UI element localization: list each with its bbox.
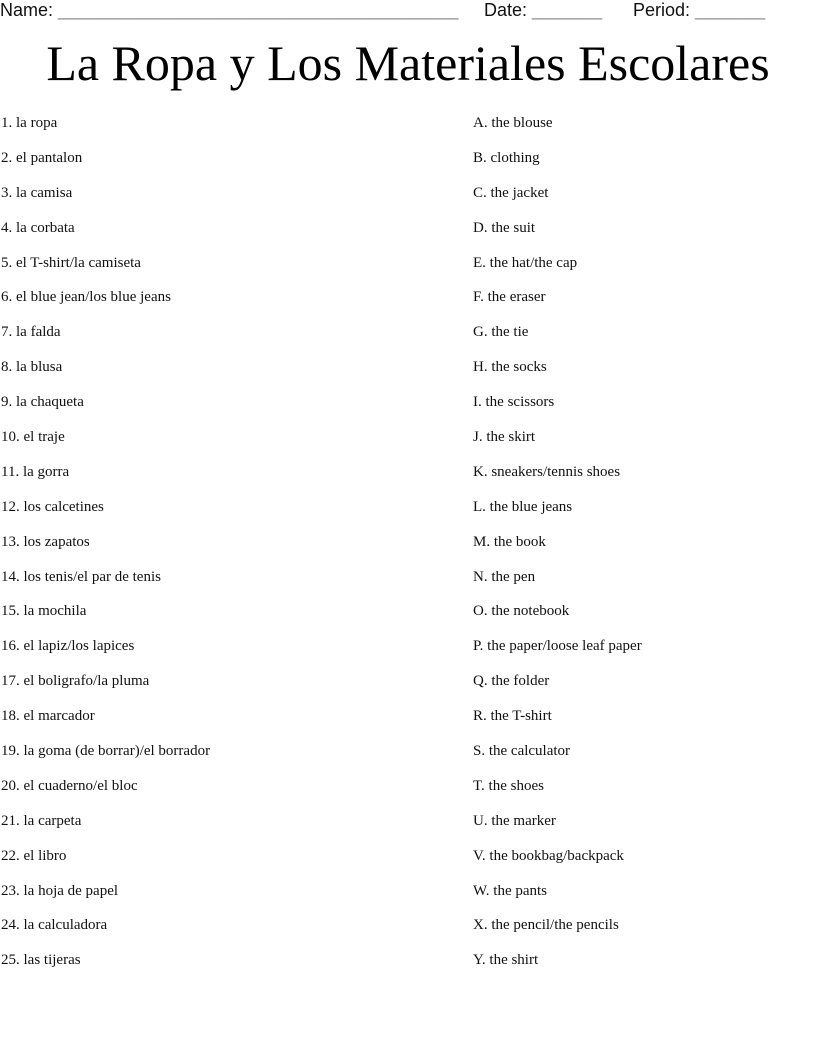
date-field[interactable] [484,0,602,20]
spanish-term-item: 19. la goma (de borrar)/el borrador [1,743,211,760]
spanish-term-item: 5. el T-shirt/la camiseta [1,254,141,271]
english-option-item: C. the jacket [473,184,549,201]
english-option-item: J. the skirt [473,429,536,446]
spanish-term-item: 21. la carpeta [1,812,82,829]
english-options-list [473,113,813,985]
spanish-term-item: 16. el lapiz/los lapices [1,638,135,655]
english-option-item: D. the suit [473,219,536,236]
spanish-term-item: 2. el pantalon [1,149,83,166]
spanish-term-item: 11. la gorra [1,463,70,480]
english-option-item: H. the socks [473,359,547,376]
english-option-item: R. the T-shirt [473,708,552,725]
spanish-term-item: 10. el traje [1,429,65,446]
english-option-item: N. the pen [473,568,536,585]
period-field[interactable] [633,0,765,20]
name-label: Name: [0,0,54,20]
english-option-item: X. the pencil/the pencils [473,917,619,934]
date-blank[interactable]: _______ [532,0,603,20]
english-option-item: A. the blouse [473,115,553,131]
spanish-term-item: 18. el marcador [1,708,95,725]
english-option-item: P. the paper/loose leaf paper [473,638,642,655]
name-blank[interactable]: ________________________________________ [58,0,459,20]
english-option-item: K. sneakers/tennis shoes [473,463,621,480]
spanish-term-item: 20. el cuaderno/el bloc [1,777,138,794]
date-label: Date: [484,0,528,20]
english-option-item: S. the calculator [473,743,571,760]
spanish-term-item: 15. la mochila [1,603,87,620]
english-option-item: I. the scissors [473,394,555,411]
spanish-term-item: 17. el boligrafo/la pluma [1,673,150,690]
english-option-item: E. the hat/the cap [473,254,578,271]
english-option-item: O. the notebook [473,603,570,620]
name-field[interactable] [0,0,458,20]
page-title: La Ropa y Los Materiales Escolares [46,35,770,91]
english-option-item: F. the eraser [473,289,546,306]
spanish-term-item: 9. la chaqueta [1,394,84,411]
english-option-item: V. the bookbag/backpack [473,847,624,864]
spanish-term-item: 6. el blue jean/los blue jeans [1,289,171,306]
spanish-term-item: 8. la blusa [1,359,63,376]
spanish-term-item: 3. la camisa [1,184,73,201]
spanish-term-item: 1. la ropa [1,115,58,131]
english-option-item: M. the book [473,533,546,550]
spanish-term-item: 23. la hoja de papel [1,882,119,899]
english-option-item: Q. the folder [473,673,550,690]
period-label: Period: [633,0,691,20]
english-option-item: T. the shoes [473,777,544,794]
spanish-term-item: 13. los zapatos [1,533,90,550]
spanish-term-item: 25. las tijeras [1,952,81,969]
spanish-term-item: 24. la calculadora [1,917,108,934]
spanish-term-item: 22. el libro [1,847,67,864]
english-option-item: Y. the shirt [473,952,539,969]
spanish-term-item: 7. la falda [1,324,61,341]
english-option-item: L. the blue jeans [473,498,573,515]
english-option-item: U. the marker [473,812,556,829]
english-option-item: W. the pants [473,882,548,899]
spanish-term-item: 4. la corbata [1,219,75,236]
spanish-term-item: 14. los tenis/el par de tenis [1,568,161,585]
period-blank[interactable]: _______ [695,0,766,20]
spanish-term-item: 12. los calcetines [1,498,104,515]
worksheet-header [0,0,816,24]
english-option-item: G. the tie [473,324,529,341]
english-option-item: B. clothing [473,149,540,166]
spanish-terms-list [1,113,461,985]
